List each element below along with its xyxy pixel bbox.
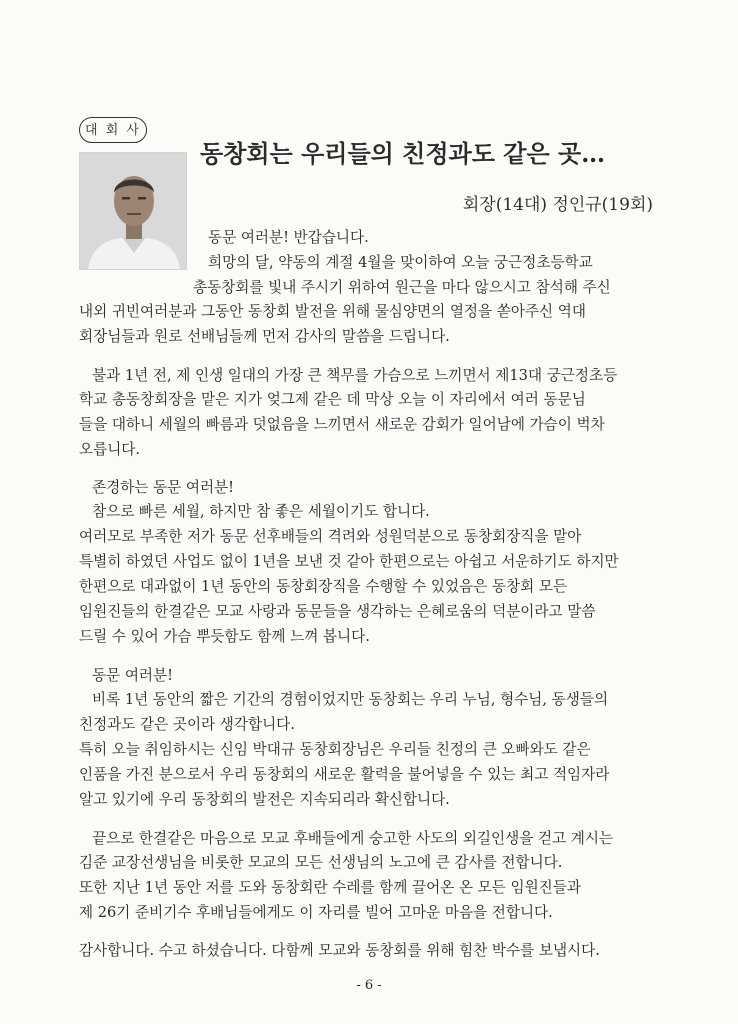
text-line: 들을 대하니 세월의 빠름과 덧없음을 느끼면서 새로운 감회가 일어남에 가슴이 벅차 [79, 416, 605, 433]
text-line: 한편으로 대과없이 1년 동안의 동창회장직을 수행할 수 있었음은 동창회 모든 [79, 578, 568, 595]
text-line: 회장님들과 원로 선배님들께 먼저 감사의 말씀을 드립니다. [79, 328, 450, 345]
text-line: 끝으로 한결같은 마음으로 모교 후배들에게 숭고한 사도의 외길인생을 걷고 계시는 [92, 830, 614, 847]
text-line: 알고 있기에 우리 동창회의 발전은 지속되리라 확신합니다. [79, 791, 450, 808]
text-line: 특별히 하였던 사업도 없이 1년을 보낸 것 같아 한편으로는 아쉽고 서운하기도 하지만 [79, 553, 619, 570]
text-line: 불과 1년 전, 제 인생 일대의 가장 큰 책무를 가슴으로 느끼면서 제13대 궁근정초등 [92, 367, 618, 384]
portrait-image [80, 153, 187, 270]
text-line: 학교 총동창회장을 맡은 지가 엊그제 같은 데 막상 오늘 이 자리에서 여러 동문님 [79, 391, 586, 408]
text-line: 감사합니다. 수고 하셨습니다. 다함께 모교와 동창회를 위해 힘찬 박수를 보냅시다. [79, 942, 600, 959]
text-line: 임원진들의 한결같은 모교 사랑과 동문들을 생각하는 은혜로움의 덕분이라고 말씀 [79, 603, 596, 620]
text-line: 존경하는 동문 여러분! [92, 479, 235, 496]
text-line: 김준 교장선생님을 비롯한 모교의 모든 선생님의 노고에 큰 감사를 전합니다. [79, 854, 563, 871]
text-line: 오릅니다. [79, 441, 141, 458]
author-photo [79, 152, 187, 270]
text-line: 동문 여러분! [92, 667, 173, 684]
text-line: 제 26기 준비기수 후배님들에게도 이 자리를 빌어 고마운 마음을 전합니다. [79, 904, 553, 921]
text-line: 비록 1년 동안의 짧은 기간의 경험이었지만 동창회는 우리 누님, 형수님, 동생들의 [92, 691, 609, 708]
text-line: 또한 지난 1년 동안 저를 도와 동창회란 수레를 함께 끌어온 온 모든 임원진들과 [79, 879, 581, 896]
text-line: 인품을 가진 분으로서 우리 동창회의 새로운 활력을 불어넣을 수 있는 최고 적임자라 [79, 766, 610, 783]
text-line: 여러모로 부족한 저가 동문 선후배들의 격려와 성원덕분으로 동창회장직을 맡아 [79, 528, 582, 545]
text-line: 희망의 달, 약동의 계절 4월을 맞이하여 오늘 궁근정초등학교 [208, 254, 593, 271]
author-line: 회장(14대) 정인규(19회) [462, 195, 653, 215]
page-title: 동창회는 우리들의 친정과도 같은 곳… [200, 139, 606, 168]
page-number: - 6 - [356, 978, 382, 993]
text-line: 친정과도 같은 곳이라 생각합니다. [79, 716, 295, 733]
text-line: 동문 여러분! 반갑습니다. [208, 229, 369, 246]
text-line: 내외 귀빈여러분과 그동안 동창회 발전을 위해 물심양면의 열정을 쏟아주신 역대 [79, 303, 586, 320]
text-line: 참으로 빠른 세월, 하지만 참 좋은 세월이기도 합니다. [92, 503, 430, 520]
text-line: 특히 오늘 취임하시는 신임 박대규 동창회장님은 우리들 친정의 큰 오빠와도 같은 [79, 741, 591, 758]
text-line: 드릴 수 있어 가슴 뿌듯함도 함께 느껴 봅니다. [79, 628, 370, 645]
text-line: 총동창회를 빛내 주시기 위하여 원근을 마다 않으시고 참석해 주신 [193, 279, 611, 296]
section-badge: 대 회 사 [79, 117, 147, 143]
